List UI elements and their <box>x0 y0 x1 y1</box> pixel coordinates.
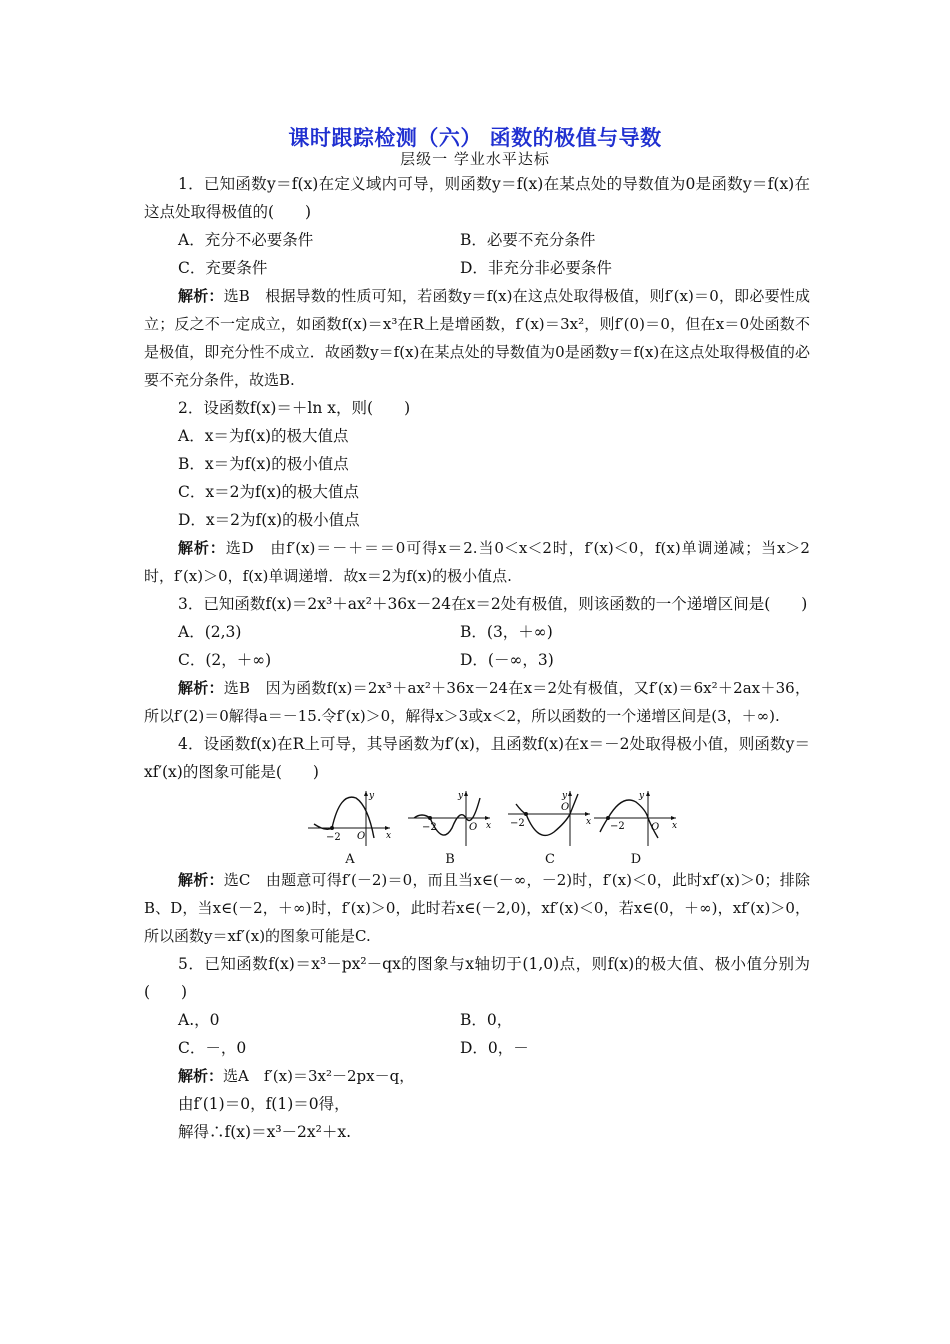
graph-b-plot <box>406 788 494 848</box>
question-4-analysis-text: 选C 由题意可得f′(－2)＝0，而且当x∈(－∞，－2)时，f′(x)＜0，此时xf′(x)＞0；排除B、D，当x∈(－2，＋∞)时，f′(x)＞0，此时若x∈(－2,0)，xf′(x)＜0，若x∈(0，＋∞)，xf′(x)＞0，所以函数y＝xf′(x)的图象可能是C. <box>144 871 810 945</box>
graph-d-label: D <box>630 852 642 867</box>
question-1-option-d: D．非充分非必要条件 <box>460 259 612 277</box>
graph-c-plot <box>506 788 594 848</box>
analysis-label: 解析： <box>178 871 224 889</box>
question-5-stem: 5．已知函数f(x)＝x³－px²－qx的图象与x轴切于(1,0)点，则f(x)的极大值、极小值分别为( ) <box>144 955 810 1001</box>
question-5-options-row-1 <box>144 1006 810 1034</box>
x-axis-arrow <box>671 816 676 820</box>
question-3-options-row-1 <box>144 618 810 646</box>
page-subtitle: 层级一 学业水平达标 <box>400 150 550 168</box>
question-5-option-a: A.，0 <box>178 1011 220 1029</box>
graph-c <box>506 788 594 867</box>
question-2-option-d: D．x＝2为f(x)的极小值点 <box>178 511 360 529</box>
tick-label: −2 <box>510 818 525 829</box>
y-axis-arrow <box>646 791 650 796</box>
document-body <box>144 170 810 1146</box>
graph-d-plot <box>592 788 680 848</box>
question-3-analysis <box>144 674 810 730</box>
question-3-option-a: A．(2,3) <box>178 623 242 641</box>
question-4-graphs <box>144 788 810 867</box>
origin-label: O <box>651 822 660 833</box>
question-3-option-c: C．(2，＋∞) <box>178 651 272 669</box>
x-axis-arrow <box>585 812 590 816</box>
question-5-option-b: B．0， <box>460 1011 513 1029</box>
graph-a <box>306 788 394 867</box>
question-5-analysis-line-3: 解得∴f(x)＝x³－2x²＋x. <box>178 1123 352 1141</box>
question-1-analysis <box>144 282 810 394</box>
analysis-label: 解析： <box>178 287 224 305</box>
question-1-options-row-2 <box>144 254 810 282</box>
question-3-option-d: D．(－∞，3) <box>460 651 554 669</box>
question-4-stem: 4．设函数f(x)在R上可导，其导函数为f′(x)，且函数f(x)在x＝－2处取得极小值，则函数y＝xf′(x)的图象可能是( ) <box>144 735 810 781</box>
question-5-analysis-line-2: 由f′(1)＝0，f(1)＝0得， <box>178 1095 350 1113</box>
graph-a-label: A <box>345 852 355 867</box>
question-3-analysis-text: 选B 因为函数f(x)＝2x³＋ax²＋36x－24在x＝2处有极值，又f′(x)＝6x²＋2ax＋36，所以f′(2)＝0解得a＝－15.令f′(x)＞0，解得x＞3或x＜2，所以函数的一个递增区间是(3，＋∞). <box>144 679 810 725</box>
question-1-option-b: B．必要不充分条件 <box>460 231 596 249</box>
origin-label: O <box>469 822 478 833</box>
page-title: 课时跟踪检测（六） 函数的极值与导数 <box>288 126 662 150</box>
question-1-option-a: A．充分不必要条件 <box>178 231 314 249</box>
question-5-analysis-text: 选A f′(x)＝3x²－2px－q， <box>223 1067 415 1085</box>
y-axis-label: y <box>458 791 464 801</box>
question-5-option-c: C．－，0 <box>178 1039 247 1057</box>
question-5-analysis <box>144 1062 810 1090</box>
x-axis-arrow <box>385 826 390 830</box>
question-3-stem: 3．已知函数f(x)＝2x³＋ax²＋36x－24在x＝2处有极值，则该函数的一个递增区间是( ) <box>178 595 808 613</box>
question-2-option-a: A．x＝为f(x)的极大值点 <box>178 427 349 445</box>
question-2-analysis-text: 选D 由f′(x)＝－＋＝＝0可得x＝2.当0＜x＜2时，f′(x)＜0，f(x)单调递减；当x＞2时，f′(x)＞0，f(x)单调递增．故x＝2为f(x)的极小值点. <box>144 539 810 585</box>
question-3-options-row-2 <box>144 646 810 674</box>
origin-label: O <box>357 831 366 842</box>
x-axis-label: x <box>586 817 592 827</box>
point-minus-2 <box>524 812 528 816</box>
x-axis-label: x <box>386 831 392 841</box>
point-minus-2 <box>428 816 432 820</box>
y-axis-label: y <box>369 791 375 801</box>
graph-d <box>592 788 680 867</box>
y-axis-arrow <box>568 791 572 796</box>
origin-label: O <box>561 802 570 813</box>
graph-b-label: B <box>445 852 455 867</box>
x-axis-arrow <box>485 816 490 820</box>
question-1-option-c: C．充要条件 <box>178 259 268 277</box>
y-axis-arrow <box>364 791 368 796</box>
y-axis-arrow <box>464 791 468 796</box>
question-5-options-row-2 <box>144 1034 810 1062</box>
analysis-label: 解析： <box>178 679 224 697</box>
question-1-stem: 1．已知函数y＝f(x)在定义域内可导，则函数y＝f(x)在某点处的导数值为0是函数y＝f(x)在这点处取得极值的( ) <box>144 175 810 221</box>
tick-label: −2 <box>326 832 341 843</box>
analysis-label: 解析： <box>178 539 226 557</box>
tick-label: −2 <box>422 822 437 833</box>
graph-c-label: C <box>545 852 555 867</box>
question-2-option-c: C．x＝2为f(x)的极大值点 <box>178 483 360 501</box>
question-1-analysis-text: 选B 根据导数的性质可知，若函数y＝f(x)在这点处取得极值，则f′(x)＝0，即必要性成立；反之不一定成立，如函数f(x)＝x³在R上是增函数，f′(x)＝3x²，则f′(0)＝0，但在x＝0处函数不是极值，即充分性不成立．故函数y＝f(x)在某点处的导数值为0是函数y＝f(x)在这点处取得极值的必要不充分条件，故选B. <box>144 287 810 389</box>
question-2-analysis <box>144 534 810 590</box>
question-3-option-b: B．(3，＋∞) <box>460 623 553 641</box>
y-axis-label: y <box>562 791 568 801</box>
x-axis-label: x <box>672 821 678 831</box>
question-1-options-row-1 <box>144 226 810 254</box>
question-2-option-b: B．x＝为f(x)的极小值点 <box>178 455 349 473</box>
point-minus-2 <box>330 826 334 830</box>
graph-a-plot <box>306 788 394 848</box>
question-4-analysis <box>144 866 810 950</box>
tick-label: −2 <box>610 821 625 832</box>
y-axis-label: y <box>639 791 645 801</box>
question-5-option-d: D．0，－ <box>460 1039 529 1057</box>
graph-b <box>406 788 494 867</box>
point-minus-2 <box>606 816 610 820</box>
x-axis-label: x <box>486 821 492 831</box>
question-2-stem: 2．设函数f(x)＝＋ln x，则( ) <box>178 399 411 417</box>
analysis-label: 解析： <box>178 1067 224 1085</box>
